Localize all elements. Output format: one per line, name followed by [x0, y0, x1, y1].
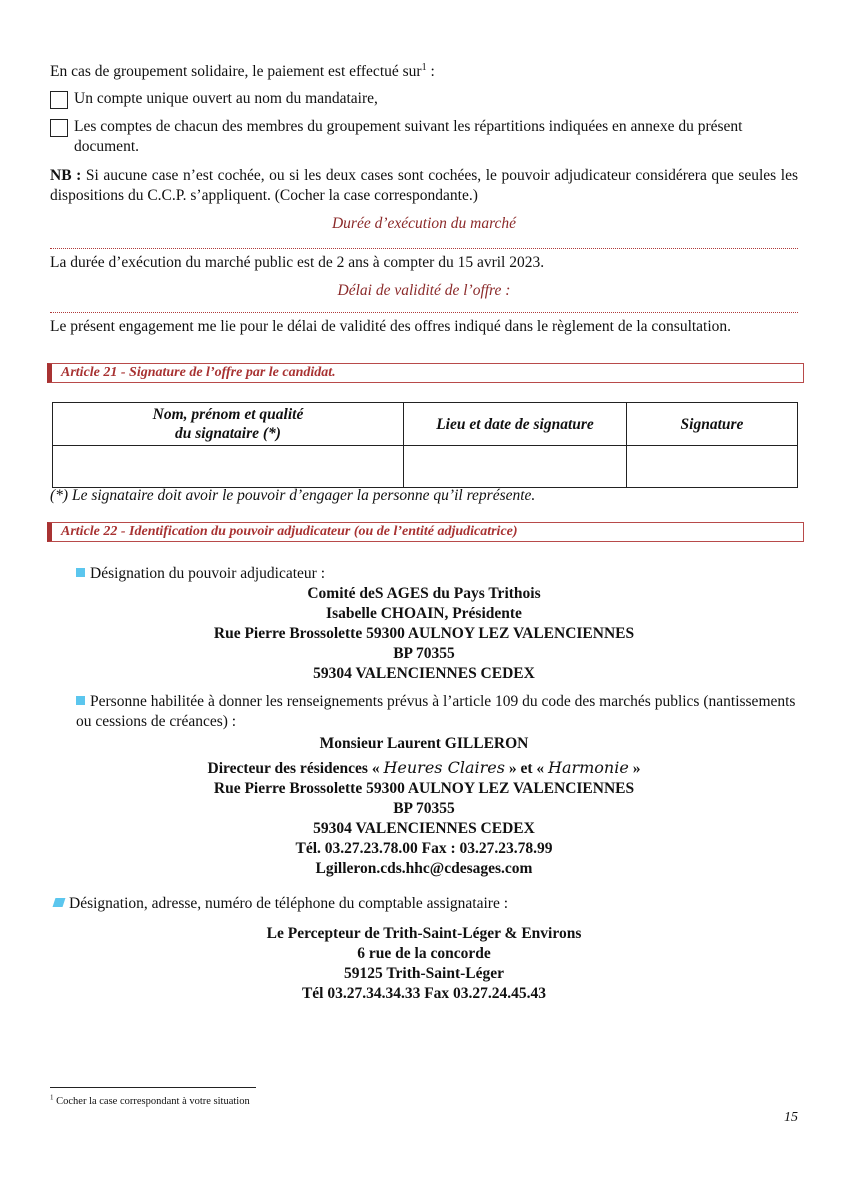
signataire-cell[interactable] [53, 446, 404, 488]
member-accounts-checkbox[interactable] [50, 119, 68, 137]
bullet-parallelogram-icon [53, 898, 66, 907]
option-single-account [50, 89, 798, 109]
residence-harmonie: Harmonie [547, 758, 629, 777]
president-name: Isabelle CHOAIN, Présidente [326, 605, 522, 622]
address-street: Rue Pierre Brossolette 59300 AULNOY LEZ VALENCIENNES [213, 780, 635, 797]
bullet-square-icon [76, 696, 85, 705]
contact-email[interactable]: Lgilleron.cds.hhc@cdesages.com [315, 860, 533, 877]
article-22-header: Article 22 - Identification du pouvoir adjudicateur (ou de l’entité adjudicatrice) [47, 522, 804, 542]
address-bp: BP 70355 [393, 800, 455, 817]
footnote: $^1$ Cocher la case correspondant à votre situation [50, 1093, 250, 1107]
pouvoir-adjudicateur-block [0, 584, 848, 684]
comptable-name: Le Percepteur de Trith-Saint-Léger & Environs [266, 925, 582, 942]
bullet-square-icon [76, 568, 85, 577]
address-city: 59125 Trith-Saint-Léger [343, 965, 504, 982]
address-street: 6 rue de la concorde [357, 945, 491, 962]
signature-table [52, 402, 798, 488]
col-header-signataire: Nom, prénom et qualité du signataire (*) [53, 403, 404, 446]
member-accounts-label: Les comptes de chacun des membres du groupement suivant les répartitions indiquées en annexe du présent document. [74, 118, 743, 155]
phone-fax: Tél 03.27.34.34.33 Fax 03.27.24.45.43 [301, 985, 547, 1002]
residence-heures-claires: Heures Claires [383, 758, 505, 777]
address-bp: BP 70355 [393, 645, 455, 662]
option-member-accounts [50, 117, 798, 157]
signature-cell[interactable] [627, 446, 798, 488]
delai-text: Le présent engagement me lie pour le délai de validité des offres indiqué dans le règlement de la consultation. [50, 318, 732, 335]
signataire-note: (*) Le signataire doit avoir le pouvoir d’engager la personne qu’il représente. [50, 487, 536, 504]
lieu-date-cell[interactable] [404, 446, 627, 488]
footnote-ref: 1 [421, 61, 427, 73]
comptable-label-line: Désignation, adresse, numéro de téléphone du comptable assignataire : [54, 894, 508, 914]
directeur-line: Directeur des résidences « Heures Claires » et « Harmonie » [207, 758, 641, 777]
address-city: 59304 VALENCIENNES CEDEX [313, 665, 535, 682]
address-street: Rue Pierre Brossolette 59300 AULNOY LEZ VALENCIENNES [213, 625, 635, 642]
delai-title: Délai de validité de l’offre : [337, 282, 511, 299]
nb-paragraph: NB : Si aucune case n’est cochée, ou si les deux cases sont cochées, le pouvoir adjudicateur considérera que seules les dispositions du C.C.P. s’appliquent. (Cocher la case correspondante.) [50, 167, 798, 204]
page-number: 15 [784, 1110, 798, 1125]
footnote-divider [50, 1087, 256, 1088]
contact-name: Monsieur Laurent GILLERON [319, 735, 529, 752]
personne-block [0, 734, 848, 879]
article-21-header: Article 21 - Signature de l’offre par le candidat. [47, 363, 804, 383]
table-row [53, 446, 798, 488]
phone-fax: Tél. 03.27.23.78.00 Fax : 03.27.23.78.99 [295, 840, 553, 857]
dotted-divider [50, 248, 798, 249]
single-account-checkbox[interactable] [50, 91, 68, 109]
dotted-divider [50, 312, 798, 313]
table-header-row [53, 403, 798, 446]
col-header-lieu-date: Lieu et date de signature [404, 403, 627, 446]
designation-label-line: Désignation du pouvoir adjudicateur : [76, 564, 325, 584]
comptable-block [0, 924, 848, 1004]
organization-name: Comité deS AGES du Pays Trithois [307, 585, 541, 602]
col-header-signature: Signature [627, 403, 798, 446]
duree-title: Durée d’exécution du marché [331, 215, 517, 232]
payment-intro: En cas de groupement solidaire, le paiement est effectué sur$^1$ : [50, 61, 435, 80]
duree-text: La durée d’exécution du marché public est de 2 ans à compter du 15 avril 2023. [50, 254, 545, 271]
personne-label-line: Personne habilitée à donner les renseignements prévus à l’article 109 du code des marchés publics (nantissements ou cessions de créances) : [76, 693, 796, 730]
address-city: 59304 VALENCIENNES CEDEX [313, 820, 535, 837]
single-account-label: Un compte unique ouvert au nom du mandataire, [74, 90, 378, 107]
